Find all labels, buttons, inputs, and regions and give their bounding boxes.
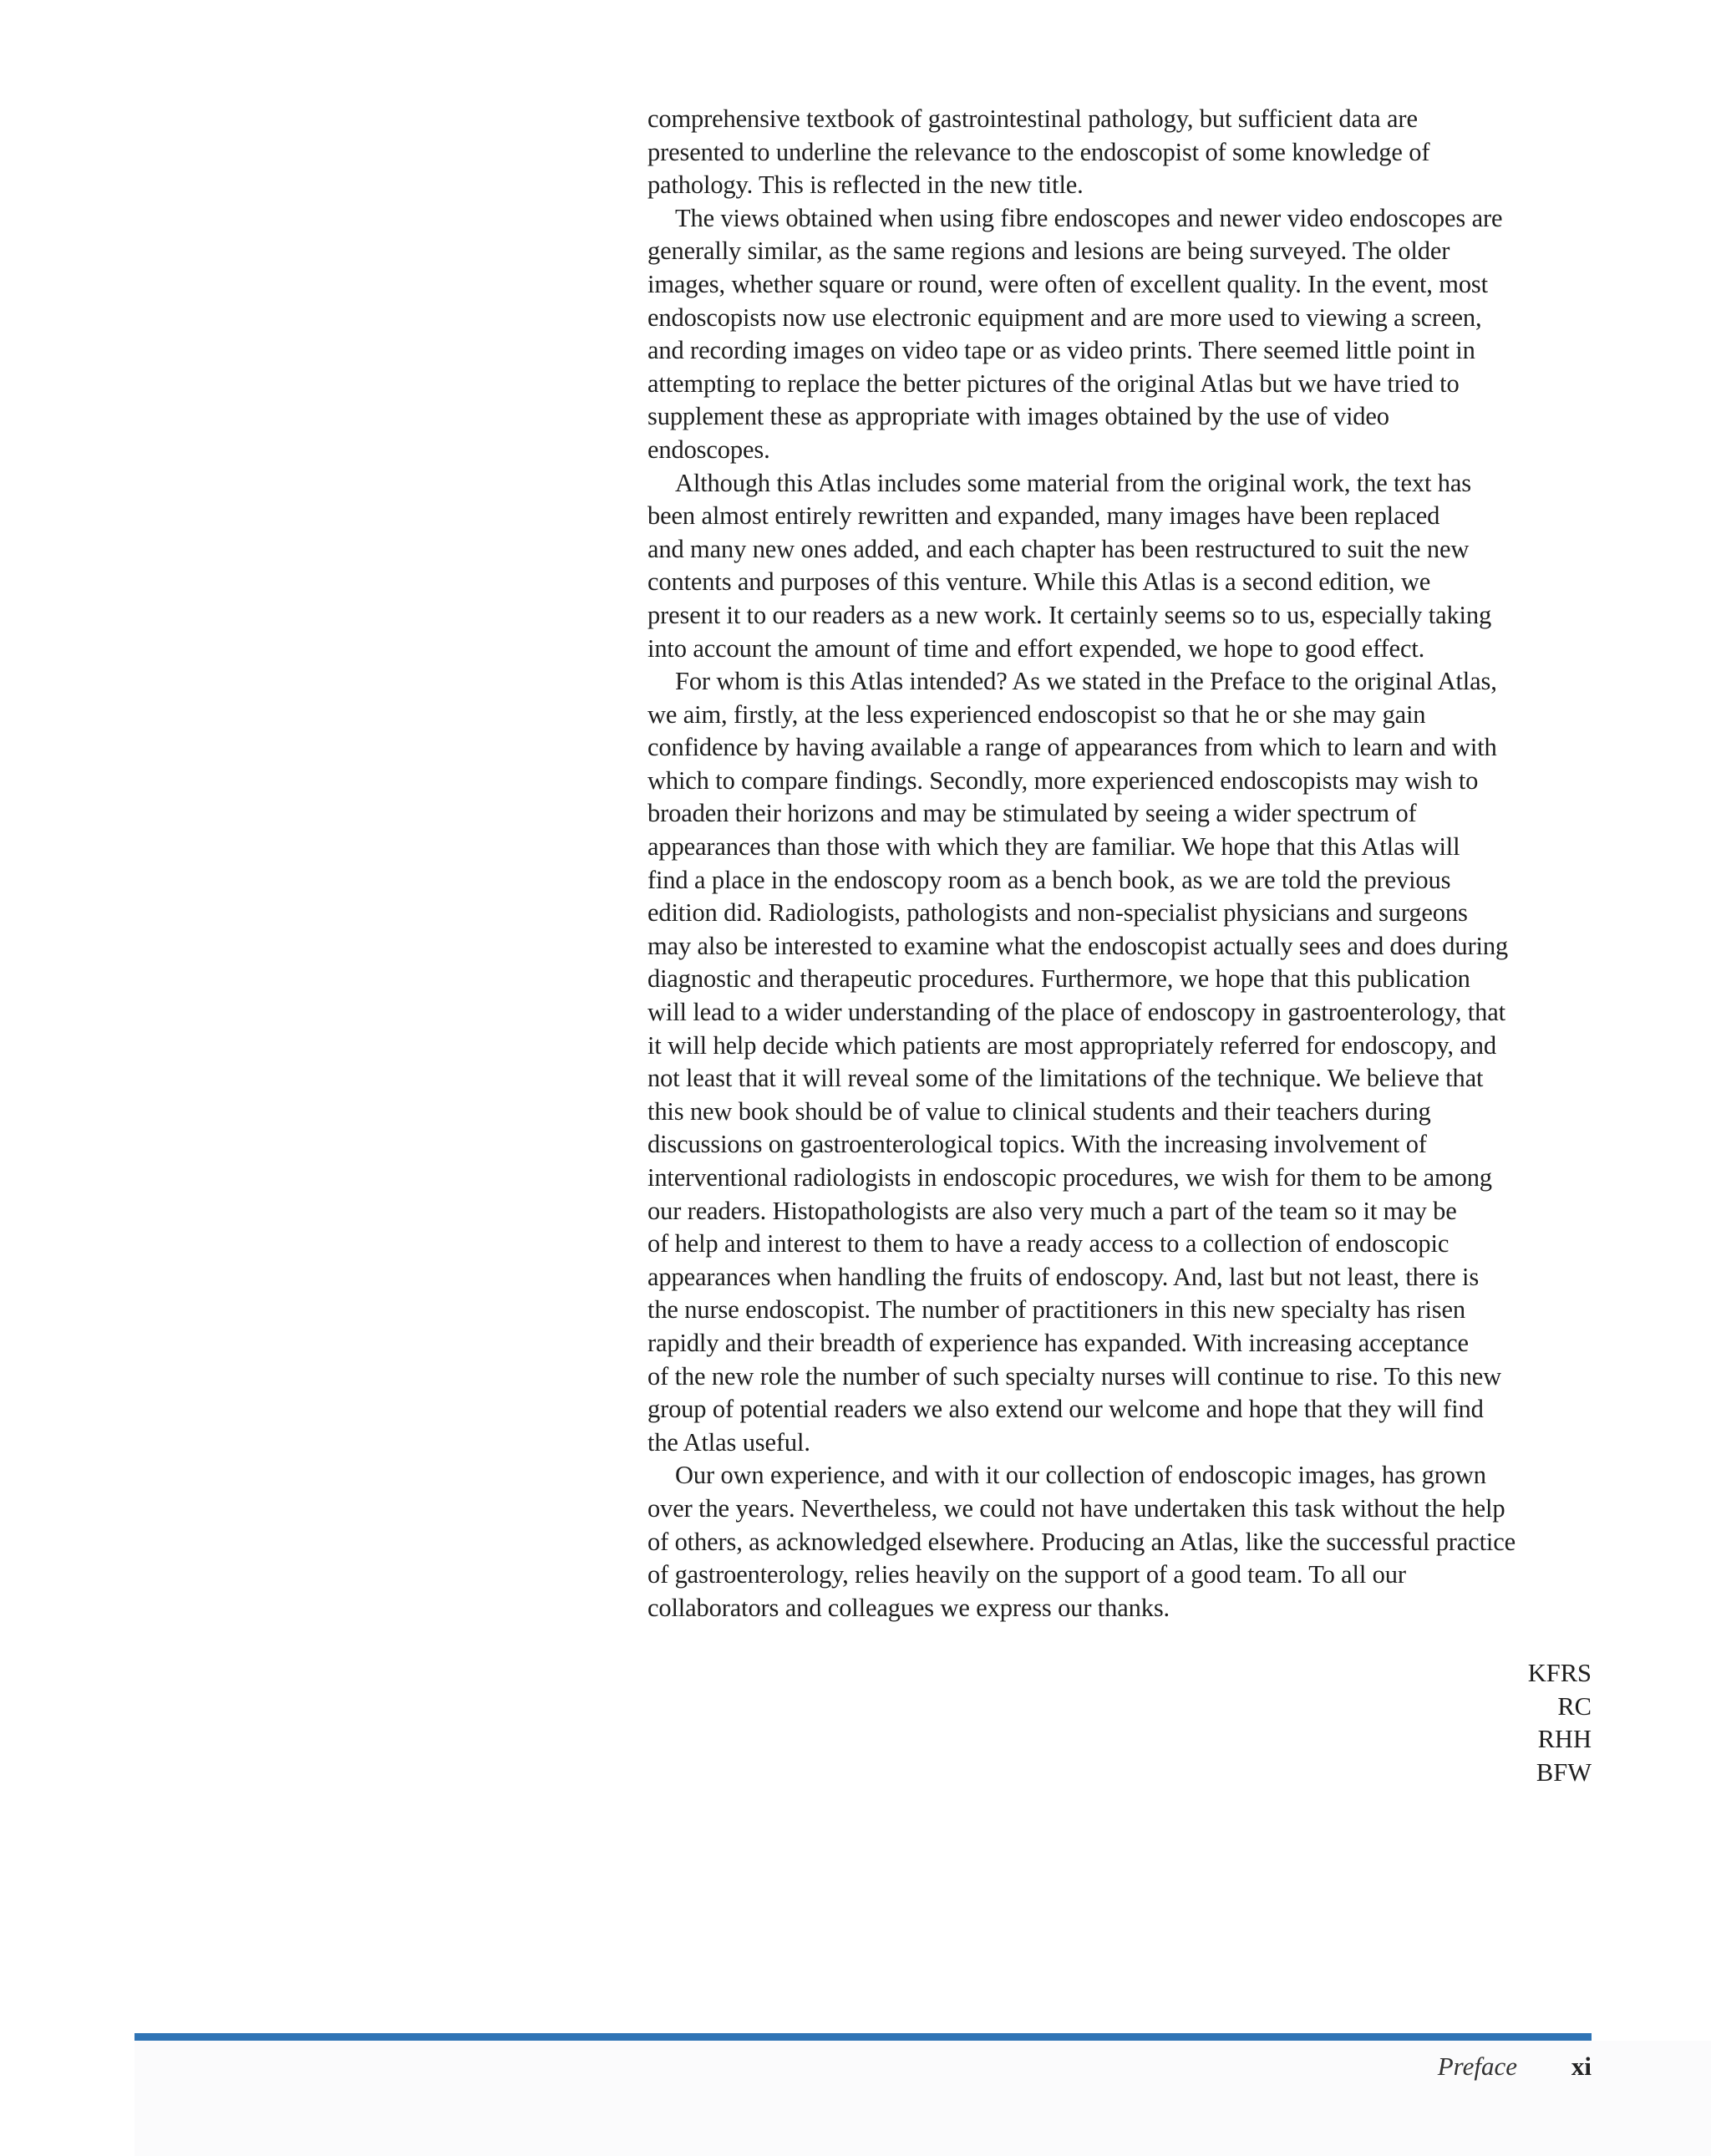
text-line: we aim, firstly, at the less experienced endoscopist so that he or she may gain (647, 699, 1426, 729)
text-line: confidence by having available a range of appearances from which to learn and with (647, 733, 1497, 762)
text-line: pathology. This is reflected in the new title. (647, 170, 1084, 200)
text-line: the Atlas useful. (647, 1427, 810, 1457)
text-line: generally similar, as the same regions and lesions are being surveyed. The older (647, 236, 1450, 266)
page-number: xi (1571, 2052, 1592, 2081)
text-line: interventional radiologists in endoscopic procedures, we wish for them to be among (647, 1163, 1492, 1192)
text-line: Although this Atlas includes some material from the original work, the text has (675, 468, 1471, 497)
text-line: the nurse endoscopist. The number of practitioners in this new specialty has risen (647, 1295, 1465, 1325)
text-line: contents and purposes of this venture. While this Atlas is a second edition, we (647, 567, 1431, 597)
text-line: endoscopists now use electronic equipment and are more used to viewing a screen, (647, 303, 1482, 332)
text-line: and recording images on video tape or as video prints. There seemed little point in (647, 336, 1475, 365)
text-line: present it to our readers as a new work. It certainly seems so to us, especially taking (647, 600, 1492, 629)
preface-body (647, 103, 1592, 1625)
text-line: been almost entirely rewritten and expanded, many images have been replaced (647, 501, 1440, 531)
signature-rc: RC (1557, 1691, 1592, 1721)
text-line: of the new role the number of such specialty nurses will continue to rise. To this new (647, 1361, 1502, 1391)
text-line: appearances than those with which they are familiar. We hope that this Atlas will (647, 832, 1460, 862)
text-line: this new book should be of value to clinical students and their teachers during (647, 1096, 1431, 1126)
text-line: group of potential readers we also extend our welcome and hope that they will find (647, 1395, 1484, 1424)
text-line: diagnostic and therapeutic procedures. Furthermore, we hope that this publication (647, 964, 1470, 994)
running-footer-section: Preface (1437, 2052, 1517, 2081)
text-line: it will help decide which patients are most appropriately referred for endoscopy, and (647, 1030, 1496, 1060)
text-line: and many new ones added, and each chapter has been restructured to suit the new (647, 534, 1470, 563)
text-line: over the years. Nevertheless, we could not have undertaken this task without the help (647, 1493, 1505, 1523)
text-line: The views obtained when using fibre endoscopes and newer video endoscopes are (675, 203, 1503, 232)
text-line: rapidly and their breadth of experience has expanded. With increasing acceptance (647, 1328, 1469, 1357)
text-line: Our own experience, and with it our collection of endoscopic images, has grown (675, 1461, 1486, 1490)
footer-rule (135, 2033, 1592, 2041)
text-line: attempting to replace the better pictures of the original Atlas but we have tried to (647, 369, 1460, 398)
text-line: presented to underline the relevance to the endoscopist of some knowledge of (647, 137, 1430, 166)
text-line: our readers. Histopathologists are also very much a part of the team so it may be (647, 1196, 1457, 1225)
text-line: find a place in the endoscopy room as a bench book, as we are told the previous (647, 865, 1451, 894)
signature-kfrs: KFRS (1527, 1659, 1592, 1687)
text-line: images, whether square or round, were often of excellent quality. In the event, most (647, 269, 1488, 298)
text-line: into account the amount of time and effort expended, we hope to good effect. (647, 633, 1425, 663)
text-line: appearances when handling the fruits of endoscopy. And, last but not least, there is (647, 1262, 1480, 1291)
text-line: comprehensive textbook of gastrointestinal pathology, but sufficient data are (647, 104, 1418, 133)
text-line: discussions on gastroenterological topics. With the increasing involvement of (647, 1130, 1427, 1159)
text-line: of others, as acknowledged elsewhere. Producing an Atlas, like the successful practice (647, 1527, 1516, 1556)
text-line: of gastroenterology, relies heavily on the support of a good team. To all our (647, 1560, 1406, 1589)
text-line: broaden their horizons and may be stimulated by seeing a wider spectrum of (647, 799, 1417, 828)
text-line: edition did. Radiologists, pathologists and non-specialist physicians and surgeons (647, 898, 1468, 928)
text-line: will lead to a wider understanding of the place of endoscopy in gastroenterology, that (647, 998, 1505, 1027)
text-line: may also be interested to examine what the endoscopist actually sees and does during (647, 931, 1509, 960)
text-line: not least that it will reveal some of the limitations of the technique. We believe that (647, 1064, 1484, 1093)
text-line: collaborators and colleagues we express our thanks. (647, 1593, 1170, 1622)
text-line: of help and interest to them to have a ready access to a collection of endoscopic (647, 1229, 1450, 1259)
text-line: which to compare findings. Secondly, more experienced endoscopists may wish to (647, 765, 1479, 795)
signature-rhh: RHH (1537, 1725, 1592, 1754)
signature-bfw: BFW (1536, 1757, 1592, 1787)
text-line: endoscopes. (647, 435, 770, 464)
author-initials (1528, 1657, 1592, 1789)
text-line: supplement these as appropriate with images obtained by the use of video (647, 402, 1389, 431)
text-line: For whom is this Atlas intended? As we stated in the Preface to the original Atlas, (675, 667, 1497, 696)
